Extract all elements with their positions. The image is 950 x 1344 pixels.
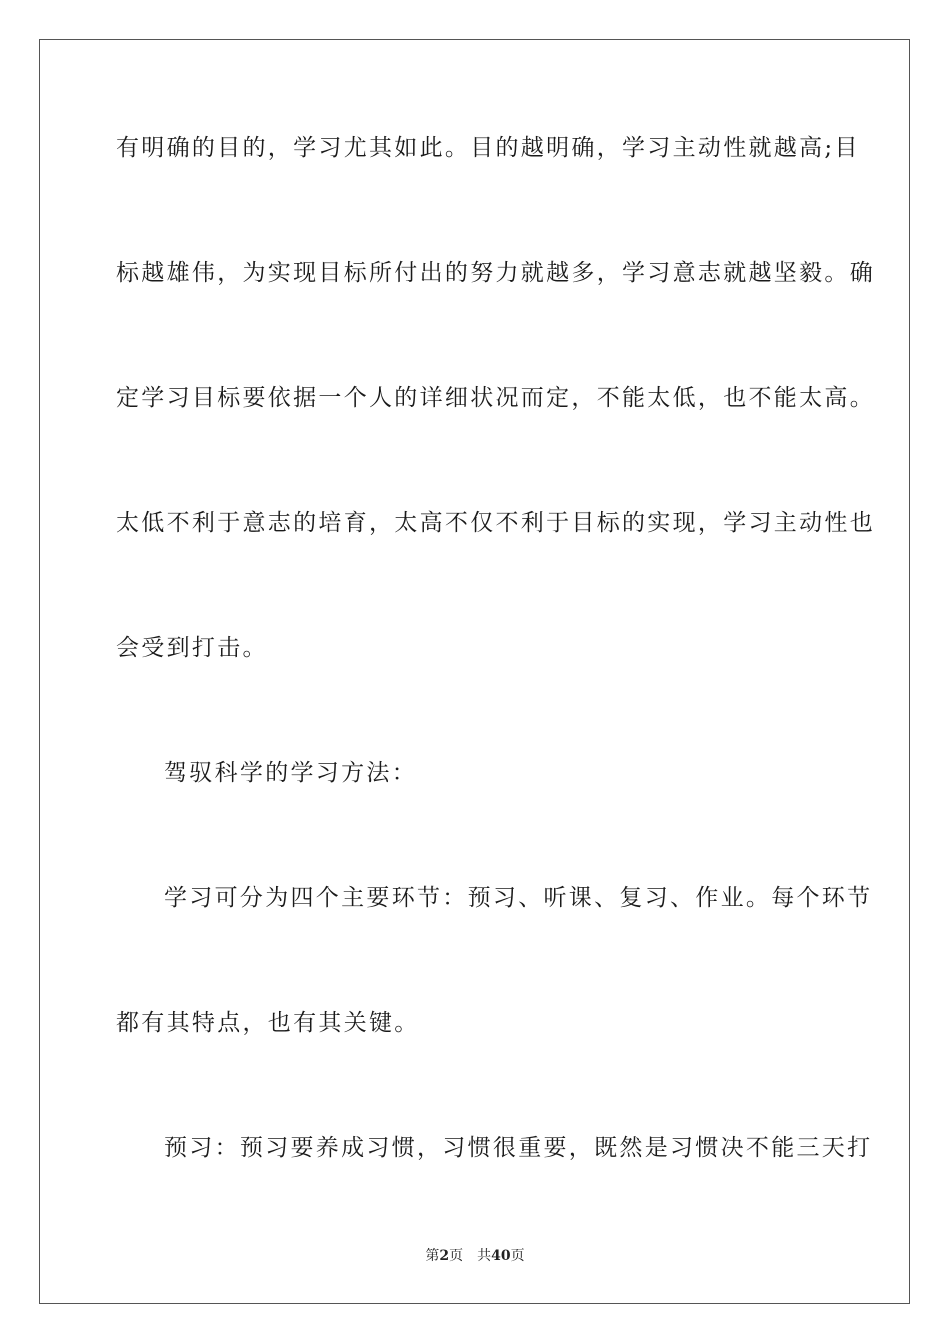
text-line: 定学习目标要依据一个人的详细状况而定，不能太低，也不能太高。	[116, 385, 875, 411]
paragraph-start-line: 学习可分为四个主要环节：预习、听课、复习、作业。每个环节	[164, 885, 873, 911]
page-suffix: 页	[449, 1248, 464, 1264]
current-page-number: 2	[439, 1248, 450, 1264]
total-suffix: 页	[510, 1248, 525, 1264]
page-border	[39, 39, 910, 1304]
text-line: 标越雄伟，为实现目标所付出的努力就越多，学习意志就越坚毅。确	[116, 260, 875, 286]
text-line: 有明确的目的，学习尤其如此。目的越明确，学习主动性就越高;目	[116, 135, 860, 161]
text-line: 会受到打击。	[116, 635, 268, 661]
total-prefix: 共	[477, 1248, 492, 1264]
page-indicator	[425, 1248, 463, 1264]
page-prefix: 第	[425, 1248, 440, 1264]
section-heading: 驾驭科学的学习方法：	[164, 760, 417, 786]
total-page-count: 40	[491, 1248, 511, 1264]
text-line: 太低不利于意志的培育，太高不仅不利于目标的实现，学习主动性也	[116, 510, 875, 536]
text-line: 都有其特点，也有其关键。	[116, 1010, 420, 1036]
paragraph-start-line: 预习：预习要养成习惯，习惯很重要，既然是习惯决不能三天打	[164, 1135, 873, 1161]
page-footer	[0, 1247, 950, 1265]
total-pages-indicator	[477, 1248, 524, 1264]
